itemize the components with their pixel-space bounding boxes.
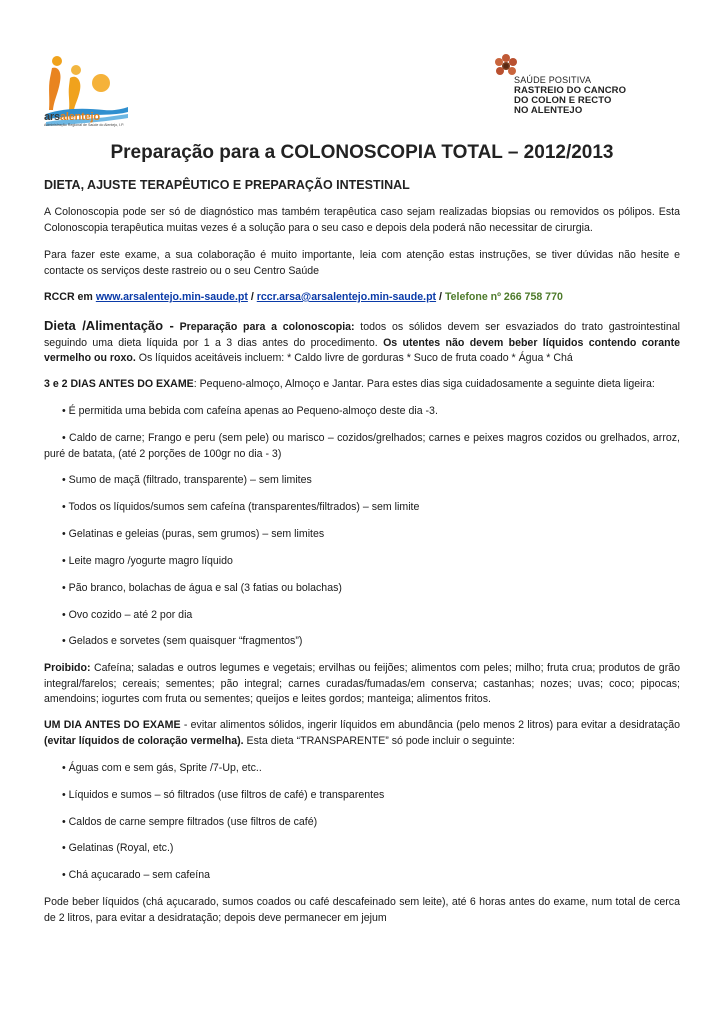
list-item: • Líquidos e sumos – só filtrados (use filtros de café) e transparentes — [62, 789, 385, 801]
one-day-heading: UM DIA ANTES DO EXAME — [44, 719, 181, 731]
ars-word-part2: alentejo — [59, 111, 100, 123]
ars-wordmark — [44, 112, 134, 123]
brand-line-2: DO COLON E RECTO — [514, 95, 612, 106]
one-day-text: - evitar alimentos sólidos, ingerir líquidos em abundância (pelo menos 2 litros) para evitar a desidratação — [183, 719, 680, 731]
one-day-warning: (evitar líquidos de coloração vermelha). — [44, 734, 244, 747]
list-item: • Gelados e sorvetes (sem quaisquer “fragmentos”) — [62, 635, 303, 647]
list-item: • Gelatinas e geleias (puras, sem grumos) – sem limites — [62, 528, 325, 540]
brand-line-3: NO ALENTEJO — [514, 105, 583, 116]
contact-line — [44, 290, 680, 306]
diet-heading: Dieta /Alimentação - — [44, 318, 174, 333]
website-link[interactable]: www.arsalentejo.min-saude.pt — [95, 291, 248, 303]
document-title: Preparação para a COLONOSCOPIA TOTAL – 2012/2013 — [110, 142, 614, 163]
list-item: • Chá açucarado – sem cafeína — [62, 869, 210, 881]
list-item: • Sumo de maçã (filtrado, transparente) – sem limites — [62, 474, 312, 486]
separator: / — [250, 291, 254, 303]
list-item: • Gelatinas (Royal, etc.) — [62, 842, 174, 854]
contact-label: RCCR em — [44, 291, 93, 303]
forbidden-text: Cafeína; saladas e outros legumes e vegetais; ervilhas ou feijões; alimentos com peles; milho; fruta crua; produtos de grão integral/farelos; cereais; sementes; pão integral; carnes curadas/fumadas/em conserva; castanhas; nozes; uvas; coco; pipocas; amendoins; iogurtes com fruta ou sementes; queijos e leites gordos; manteiga; alimentos fritos. — [44, 662, 681, 705]
diet-liquids: Os líquidos aceitáveis incluem: * Caldo livre de gorduras * Suco de fruta coado * Água * Chá — [138, 352, 573, 364]
diet-paragraph — [44, 318, 680, 367]
screening-program-logo — [514, 75, 694, 116]
list-item: • Caldos de carne sempre filtrados (use filtros de café) — [62, 816, 318, 828]
brand-line-1: RASTREIO DO CANCRO — [514, 85, 627, 96]
list-item: • Todos os líquidos/sumos sem cafeína (transparentes/filtrados) – sem limite — [62, 501, 420, 513]
phone-number: Telefone nº 266 758 770 — [444, 291, 563, 303]
email-link[interactable]: rccr.arsa@arsalentejo.min-saude.pt — [256, 291, 437, 303]
intro-paragraph: A Colonoscopia pode ser só de diagnóstico mas também terapêutica caso sejam realizadas biopsias ou removidos os pólipos. Esta Colonoscopia terapêutica muitas vezes é a solução para o seu caso e depois dela poderá não necessitar de cirurgia. — [44, 206, 680, 234]
list-item: • Pão branco, bolachas de água e sal (3 fatias ou bolachas) — [62, 582, 342, 594]
three-days-heading: 3 e 2 DIAS ANTES DO EXAME — [44, 378, 194, 390]
ars-alentejo-wordmark — [44, 112, 134, 128]
forbidden-paragraph — [44, 661, 680, 708]
list-item: • Ovo cozido – até 2 por dia — [62, 609, 193, 621]
forbidden-label: Proibido: — [44, 662, 91, 674]
section-heading: DIETA, AJUSTE TERAPÊUTICO E PREPARAÇÃO INTESTINAL — [44, 178, 410, 192]
collaboration-paragraph: Para fazer este exame, a sua colaboração é muito importante, leia com atenção estas instruções, se tiver dúvidas não hesite e contacte os serviços deste rastreio ou o seu Centro Saúde — [44, 249, 680, 277]
ars-word-part1: ars — [44, 111, 60, 123]
three-days-text: : Pequeno-almoço, Almoço e Jantar. Para estes dias siga cuidadosamente a seguinte dieta ligeira: — [193, 378, 655, 390]
list-item: • Leite magro /yogurte magro líquido — [62, 555, 233, 567]
diet-text: todos os sólidos devem ser esvaziados do trato gastrointestinal seguindo uma dieta líquida por 1 a 3 dias antes do procedimento. — [44, 321, 680, 349]
three-days-paragraph — [44, 377, 680, 393]
one-day-paragraph — [44, 718, 680, 749]
diet-warning: Os utentes não devem beber líquidos contendo corante vermelho ou roxo. — [44, 336, 680, 364]
final-paragraph: Pode beber líquidos (chá açucarado, sumos coados ou café descafeinado sem leite), até 6 horas antes do exame, num total de cerca de 2 litros, para evitar a desidratação; depois deve permanecer em jejum — [44, 896, 680, 924]
list-item: • Águas com e sem gás, Sprite /7-Up, etc.. — [62, 762, 262, 774]
list-item: • É permitida uma bebida com cafeína apenas ao Pequeno-almoço deste dia -3. — [62, 405, 438, 417]
one-day-text-2: Esta dieta “TRANSPARENTE” só pode incluir o seguinte: — [246, 734, 515, 747]
list-item: • Caldo de carne; Frango e peru (sem pele) ou marisco – cozidos/grelhados; carnes e peixes magros cozidos ou grelhados, arroz, puré de batata, (até 2 porções de 100gr no dia - 3) — [44, 432, 680, 460]
brand-name: SAÚDE POSITIVA — [514, 75, 592, 85]
diet-subheading: Preparação para a colonoscopia: — [179, 321, 355, 333]
ars-subtitle: Administração Regional de Saúde do Alentejo, I.P. — [44, 123, 125, 127]
separator: / — [439, 291, 442, 303]
